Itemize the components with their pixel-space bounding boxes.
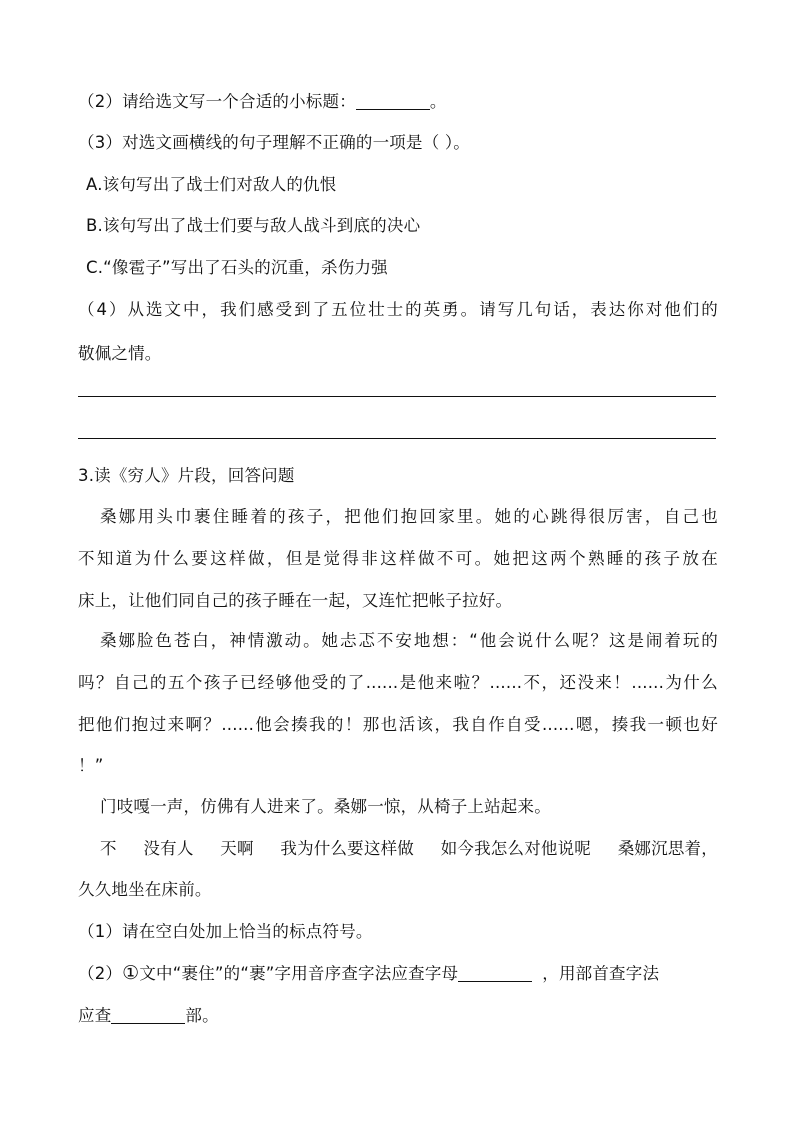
passage-para4-line2: 久久地坐在床前。 — [78, 880, 212, 899]
question-2-subtitle — [78, 88, 447, 112]
letter-answer-blank[interactable] — [458, 980, 532, 982]
section-3-title: 3.读《穷人》片段，回答问题 — [78, 466, 295, 485]
para4-segment: 我为什么要这样做 — [280, 839, 414, 858]
passage-para1-line3: 床上，让他们同自己的孩子睡在一起，又连忙把帐子拉好。 — [78, 591, 513, 610]
answer-blank[interactable] — [356, 108, 430, 110]
sub-question-2-mid: ，用部首查字法 — [542, 964, 660, 983]
circle-one-marker: ① — [122, 962, 140, 984]
passage-para2-line3: 把他们抱过来啊？......他会揍我的！那也活该，我自作自受......嗯，揍我一顿也好 — [78, 715, 718, 734]
sub-question-2-line2 — [78, 1002, 219, 1026]
question-2-end: 。 — [429, 92, 447, 111]
sub-question-2-text: 文中“裹住”的“裹”字用音序查字法应查字母 — [139, 964, 459, 983]
para4-segment: 没有人 — [143, 839, 194, 858]
sub-question-2-end: 部。 — [185, 1006, 219, 1025]
para4-segment: 如今我怎么对他说呢 — [440, 839, 592, 858]
sub-question-1: （1）请在空白处加上恰当的标点符号。 — [78, 922, 373, 941]
passage-para2-line2: 吗？自己的五个孩子已经够他受的了......是他来啦？......不，还没来！......为什么 — [78, 673, 718, 692]
passage-para3: 门吱嘎一声，仿佛有人进来了。桑娜一惊，从椅子上站起来。 — [100, 797, 551, 816]
option-b: B.该句写出了战士们要与敌人战斗到底的决心 — [86, 216, 421, 235]
option-c: C.“像雹子”写出了石头的沉重，杀伤力强 — [86, 258, 388, 277]
answer-line-1[interactable] — [78, 396, 716, 397]
question-2-text: （2）请给选文写一个合适的小标题： — [78, 92, 356, 111]
sub-question-2-line2-text: 应查 — [78, 1006, 112, 1025]
question-4-text-line2: 敬佩之情。 — [78, 344, 162, 363]
question-4-text-line1: （4）从选文中，我们感受到了五位壮士的英勇。请写几句话，表达你对他们的 — [78, 300, 718, 319]
radical-answer-blank[interactable] — [111, 1022, 185, 1024]
option-a: A.该句写出了战士们对敌人的仇恨 — [86, 175, 337, 194]
passage-para4-line1 — [100, 835, 718, 859]
para4-segment: 天啊 — [220, 839, 254, 858]
sub-question-2-number: （2） — [78, 964, 123, 983]
sub-question-2-line1 — [78, 960, 659, 984]
passage-para1-line1: 桑娜用头巾裹住睡着的孩子，把他们抱回家里。她的心跳得很厉害，自己也 — [100, 507, 718, 526]
passage-para2-line1: 桑娜脸色苍白，神情激动。她忐忑不安地想：“他会说什么呢？这是闹着玩的 — [100, 631, 718, 650]
passage-para2-line4: ！” — [78, 756, 104, 775]
question-3-text: （3）对选文画横线的句子理解不正确的一项是（ ）。 — [78, 133, 470, 152]
para4-segment: 不 — [100, 839, 117, 858]
passage-para1-line2: 不知道为什么要这样做，但是觉得非这样做不可。她把这两个熟睡的孩子放在 — [78, 549, 718, 568]
para4-segment: 桑娜沉思着， — [617, 839, 718, 858]
answer-line-2[interactable] — [78, 438, 716, 439]
